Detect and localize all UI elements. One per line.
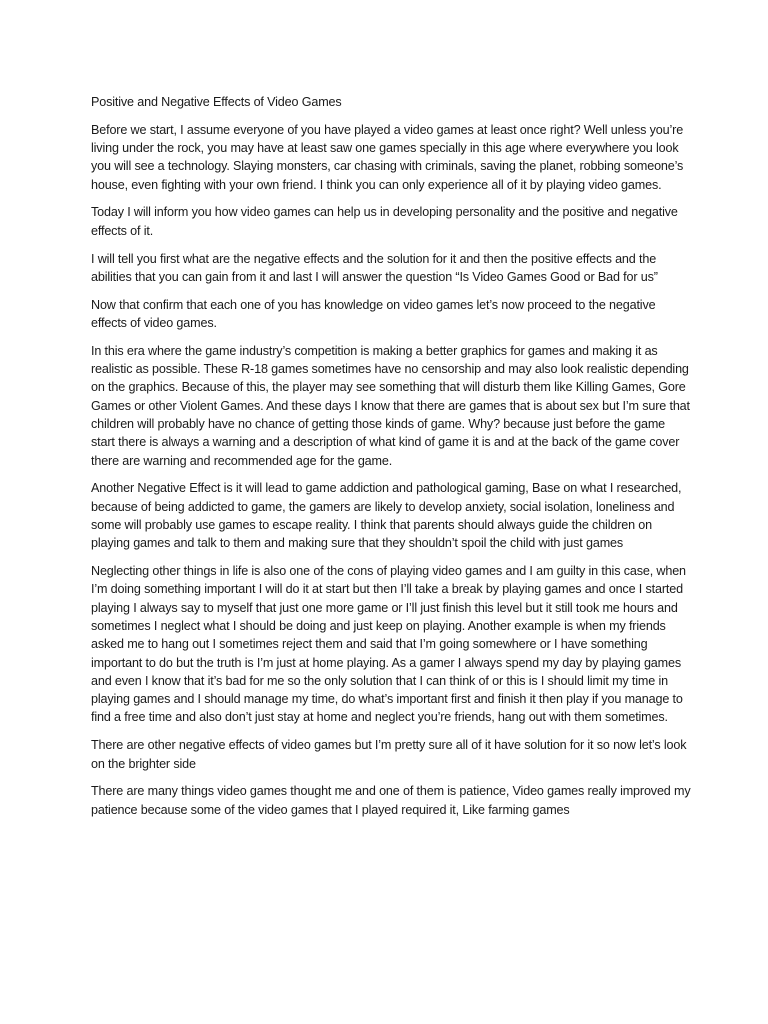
paragraph-purpose: Today I will inform you how video games can help us in developing personality and the positive and negative effects of it. [91,205,678,238]
paragraph-transition: Now that confirm that each one of you has knowledge on video games let’s now proceed to the negative effects of video games. [91,297,656,330]
paragraph-outline: I will tell you first what are the negative effects and the solution for it and then the positive effects and the abilities that you can gain from it and last I will answer the question “Is Video Games Good or Bad for us” [91,251,658,284]
paragraph-neglect: Neglecting other things in life is also one of the cons of playing video games and I am guilty in this case, when I’m doing something important I will do it at start but then I’ll take a break by playing games and once I started playing I always say to myself that just one more game or I’ll just finish this level but it still took me hours and sometimes I neglect what I should be doing and just keep on playing. Another example is when my friends asked me to hang out I sometimes reject them and said that I’m going somewhere or I have something important to do but the truth is I’m just at home playing. As a gamer I always spend my day by playing games and even I know that it’s bad for me so the only solution that I can think of or this is I should limit my time in playing games and I should manage my time, do what’s important first and finish it then play if you manage to find a free time and also don’t just stay at home and neglect you’re friends, hang out with them sometimes. [91,564,686,725]
paragraph-patience: There are many things video games thought me and one of them is patience, Video games really improved my patience because some of the video games that I played required it, Like farming games [91,784,691,817]
document-body [91,93,691,828]
paragraph-addiction: Another Negative Effect is it will lead to game addiction and pathological gaming, Base on what I researched, because of being addicted to game, the gamers are likely to develop anxiety, social isolation, loneliness and some will probably use games to escape reality. I think that parents should always guide the children on playing games and talk to them and making sure that they shouldn’t spoil the child with just games [91,481,682,551]
paragraph-violent-content: In this era where the game industry’s competition is making a better graphics for games and making it as realistic as possible. These R-18 games sometimes have no censorship and may also look realistic depending on the graphics. Because of this, the player may see something that will disturb them like Killing Games, Gore Games or other Violent Games. And these days I know that there are games that is about sex but I’m sure that children will probably have no chance of getting those kinds of game. Why? because just before the game start there is always a warning and a description of what kind of game it is and at the back of the game cover there are warning and recommended age for the game. [91,343,690,468]
document-title: Positive and Negative Effects of Video Games [91,95,342,109]
paragraph-intro: Before we start, I assume everyone of you have played a video games at least once right? Well unless you’re living under the rock, you may have at least saw one games specially in this age where everywhere you look you will see a technology. Slaying monsters, car chasing with criminals, saving the planet, robbing someone’s house, even fighting with your own friend. I think you can only experience all of it by playing video games. [91,122,684,192]
paragraph-brighter-side: There are other negative effects of video games but I’m pretty sure all of it have solution for it so now let’s look on the brighter side [91,738,687,771]
